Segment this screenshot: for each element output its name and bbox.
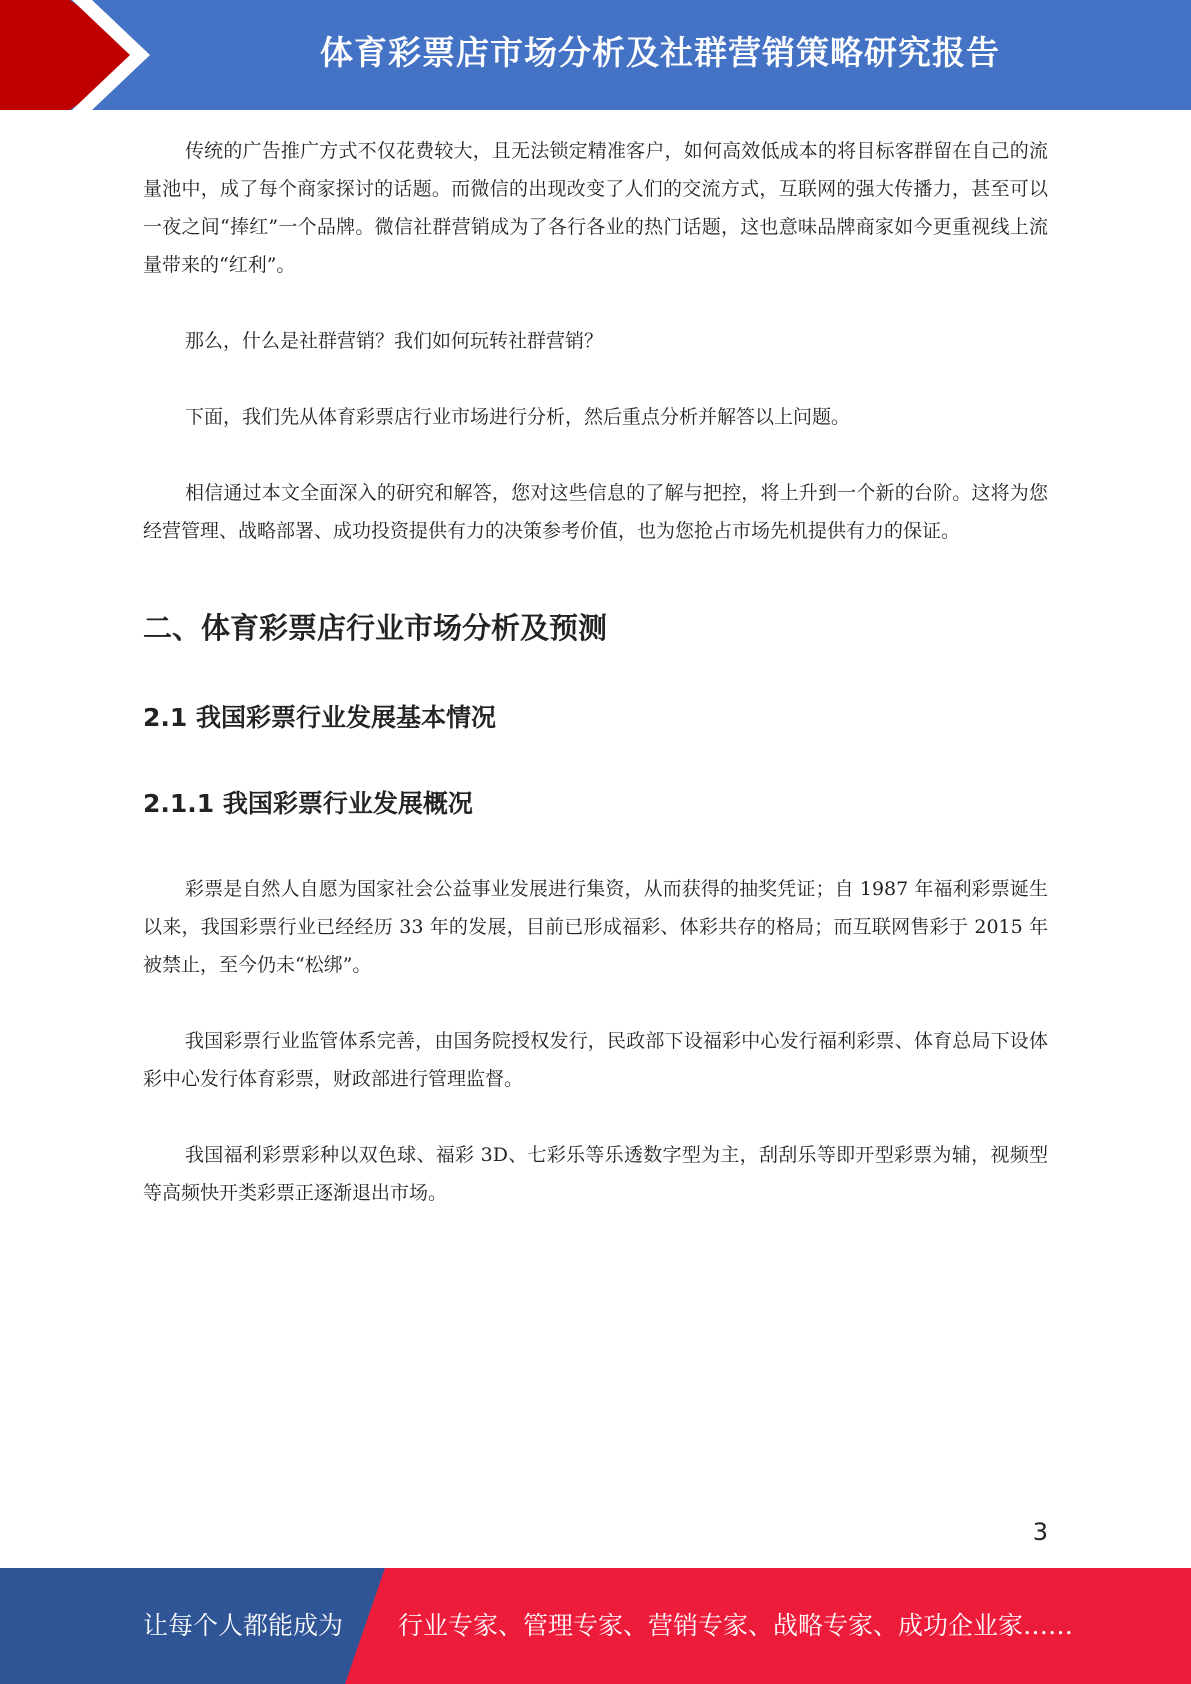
intro-paragraph-1: 传统的广告推广方式不仅花费较大，且无法锁定精准客户，如何高效低成本的将目标客群留在自己的流量池中，成了每个商家探讨的话题。而微信的出现改变了人们的交流方式，互联网的强大传播力，甚至可以一夜之间“捧红”一个品牌。微信社群营销成为了各行各业的热门话题，这也意味品牌商家如今更重视线上流量带来的“红利”。 — [143, 140, 1048, 276]
body-paragraph-1: 彩票是自然人自愿为国家社会公益事业发展进行集资，从而获得的抽奖凭证；自 1987 年福利彩票诞生以来，我国彩票行业已经经历 33 年的发展，目前已形成福彩、体彩共存的格局；而互联网售彩于 2015 年被禁止，至今仍未“松绑”。 — [143, 878, 1048, 976]
intro-paragraph-4: 相信通过本文全面深入的研究和解答，您对这些信息的了解与把控，将上升到一个新的台阶。这将为您经营管理、战略部署、成功投资提供有力的决策参考价值，也为您抢占市场先机提供有力的保证。 — [143, 482, 1048, 542]
section-heading: 二、体育彩票店行业市场分析及预测 — [143, 611, 608, 645]
footer-slogan-right: 行业专家、管理专家、营销专家、战略专家、成功企业家…… — [398, 1611, 1074, 1640]
intro-paragraph-2: 那么，什么是社群营销？我们如何玩转社群营销？ — [185, 330, 604, 352]
page-footer — [0, 1568, 1191, 1684]
report-title: 体育彩票店市场分析及社群营销策略研究报告 — [320, 33, 1000, 72]
body-paragraph-3: 我国福利彩票彩种以双色球、福彩 3D、七彩乐等乐透数字型为主，刮刮乐等即开型彩票为辅，视频型等高频快开类彩票正逐渐退出市场。 — [143, 1144, 1048, 1204]
intro-paragraph-3: 下面，我们先从体育彩票店行业市场进行分析，然后重点分析并解答以上问题。 — [185, 406, 851, 428]
subsection-heading: 2.1 我国彩票行业发展基本情况 — [143, 703, 496, 732]
page-number: 3 — [1032, 1518, 1048, 1546]
subsubsection-heading: 2.1.1 我国彩票行业发展概况 — [143, 789, 473, 818]
body-paragraph-2: 我国彩票行业监管体系完善，由国务院授权发行，民政部下设福彩中心发行福利彩票、体育总局下设体彩中心发行体育彩票，财政部进行管理监督。 — [143, 1030, 1048, 1090]
page-header — [0, 0, 1191, 110]
footer-slogan-left: 让每个人都能成为 — [143, 1611, 344, 1640]
page-content — [143, 132, 1048, 1250]
